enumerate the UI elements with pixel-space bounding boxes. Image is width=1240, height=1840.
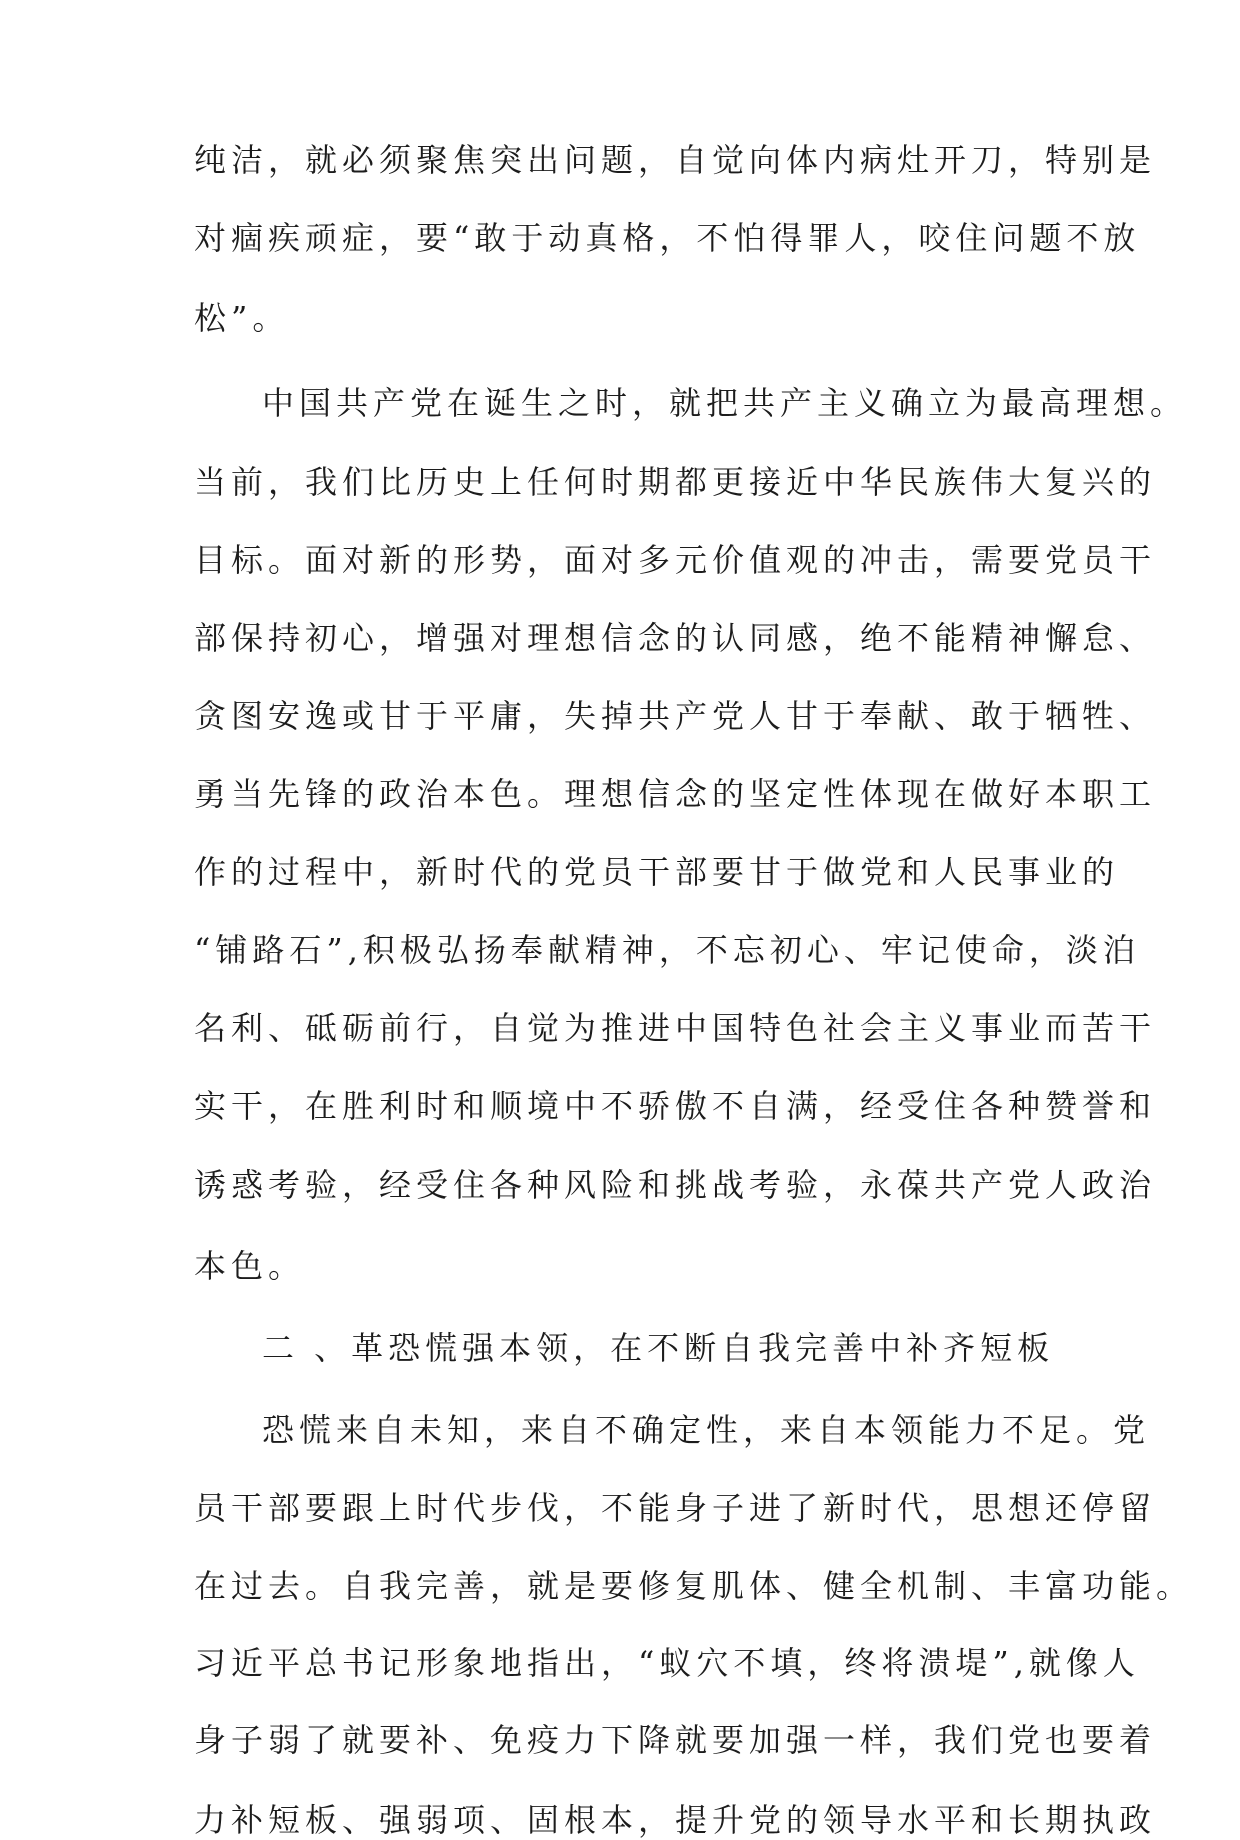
text-line: 实干，在胜利时和顺境中不骄傲不自满，经受住各种赞誉和 <box>194 1087 1157 1125</box>
text-line: 勇当先锋的政治本色。理想信念的坚定性体现在做好本职工 <box>194 775 1157 813</box>
text-line: 纯洁，就必须聚焦突出问题，自觉向体内病灶开刀，特别是 <box>194 141 1157 179</box>
text-line: 松”。 <box>194 299 290 337</box>
section-heading: 二 、革恐慌强本领，在不断自我完善中补齐短板 <box>262 1329 1055 1367</box>
text-line: “铺路石”,积极弘扬奉献精神，不忘初心、牢记使命，淡泊 <box>194 931 1140 969</box>
text-line: 贪图安逸或甘于平庸，失掉共产党人甘于奉献、敢于牺牲、 <box>194 697 1157 735</box>
text-line: 员干部要跟上时代步伐，不能身子进了新时代，思想还停留 <box>194 1489 1157 1527</box>
text-line: 当前，我们比历史上任何时期都更接近中华民族伟大复兴的 <box>194 463 1157 501</box>
text-line: 部保持初心，增强对理想信念的认同感，绝不能精神懈怠、 <box>194 619 1157 657</box>
text-line: 身子弱了就要补、免疫力下降就要加强一样，我们党也要着 <box>194 1721 1157 1759</box>
text-line: 习近平总书记形象地指出，“蚁穴不填，终将溃堤”,就像人 <box>194 1644 1140 1682</box>
text-line: 力补短板、强弱项、固根本，提升党的领导水平和长期执政 <box>194 1801 1157 1839</box>
paragraph-first-line: 恐慌来自未知，来自不确定性，来自本领能力不足。党 <box>262 1411 1151 1449</box>
text-line: 目标。面对新的形势，面对多元价值观的冲击，需要党员干 <box>194 541 1157 579</box>
text-line: 名利、砥砺前行，自觉为推进中国特色社会主义事业而苦干 <box>194 1009 1157 1047</box>
text-line: 作的过程中，新时代的党员干部要甘于做党和人民事业的 <box>194 853 1120 891</box>
text-line: 对痼疾顽症，要“敢于动真格，不怕得罪人，咬住问题不放 <box>194 219 1141 257</box>
text-line: 诱惑考验，经受住各种风险和挑战考验，永葆共产党人政治 <box>194 1166 1157 1204</box>
text-line: 在过去。自我完善，就是要修复肌体、健全机制、丰富功能。 <box>194 1567 1194 1605</box>
paragraph-first-line: 中国共产党在诞生之时，就把共产主义确立为最高理想。 <box>262 384 1188 422</box>
text-line: 本色。 <box>194 1247 306 1285</box>
